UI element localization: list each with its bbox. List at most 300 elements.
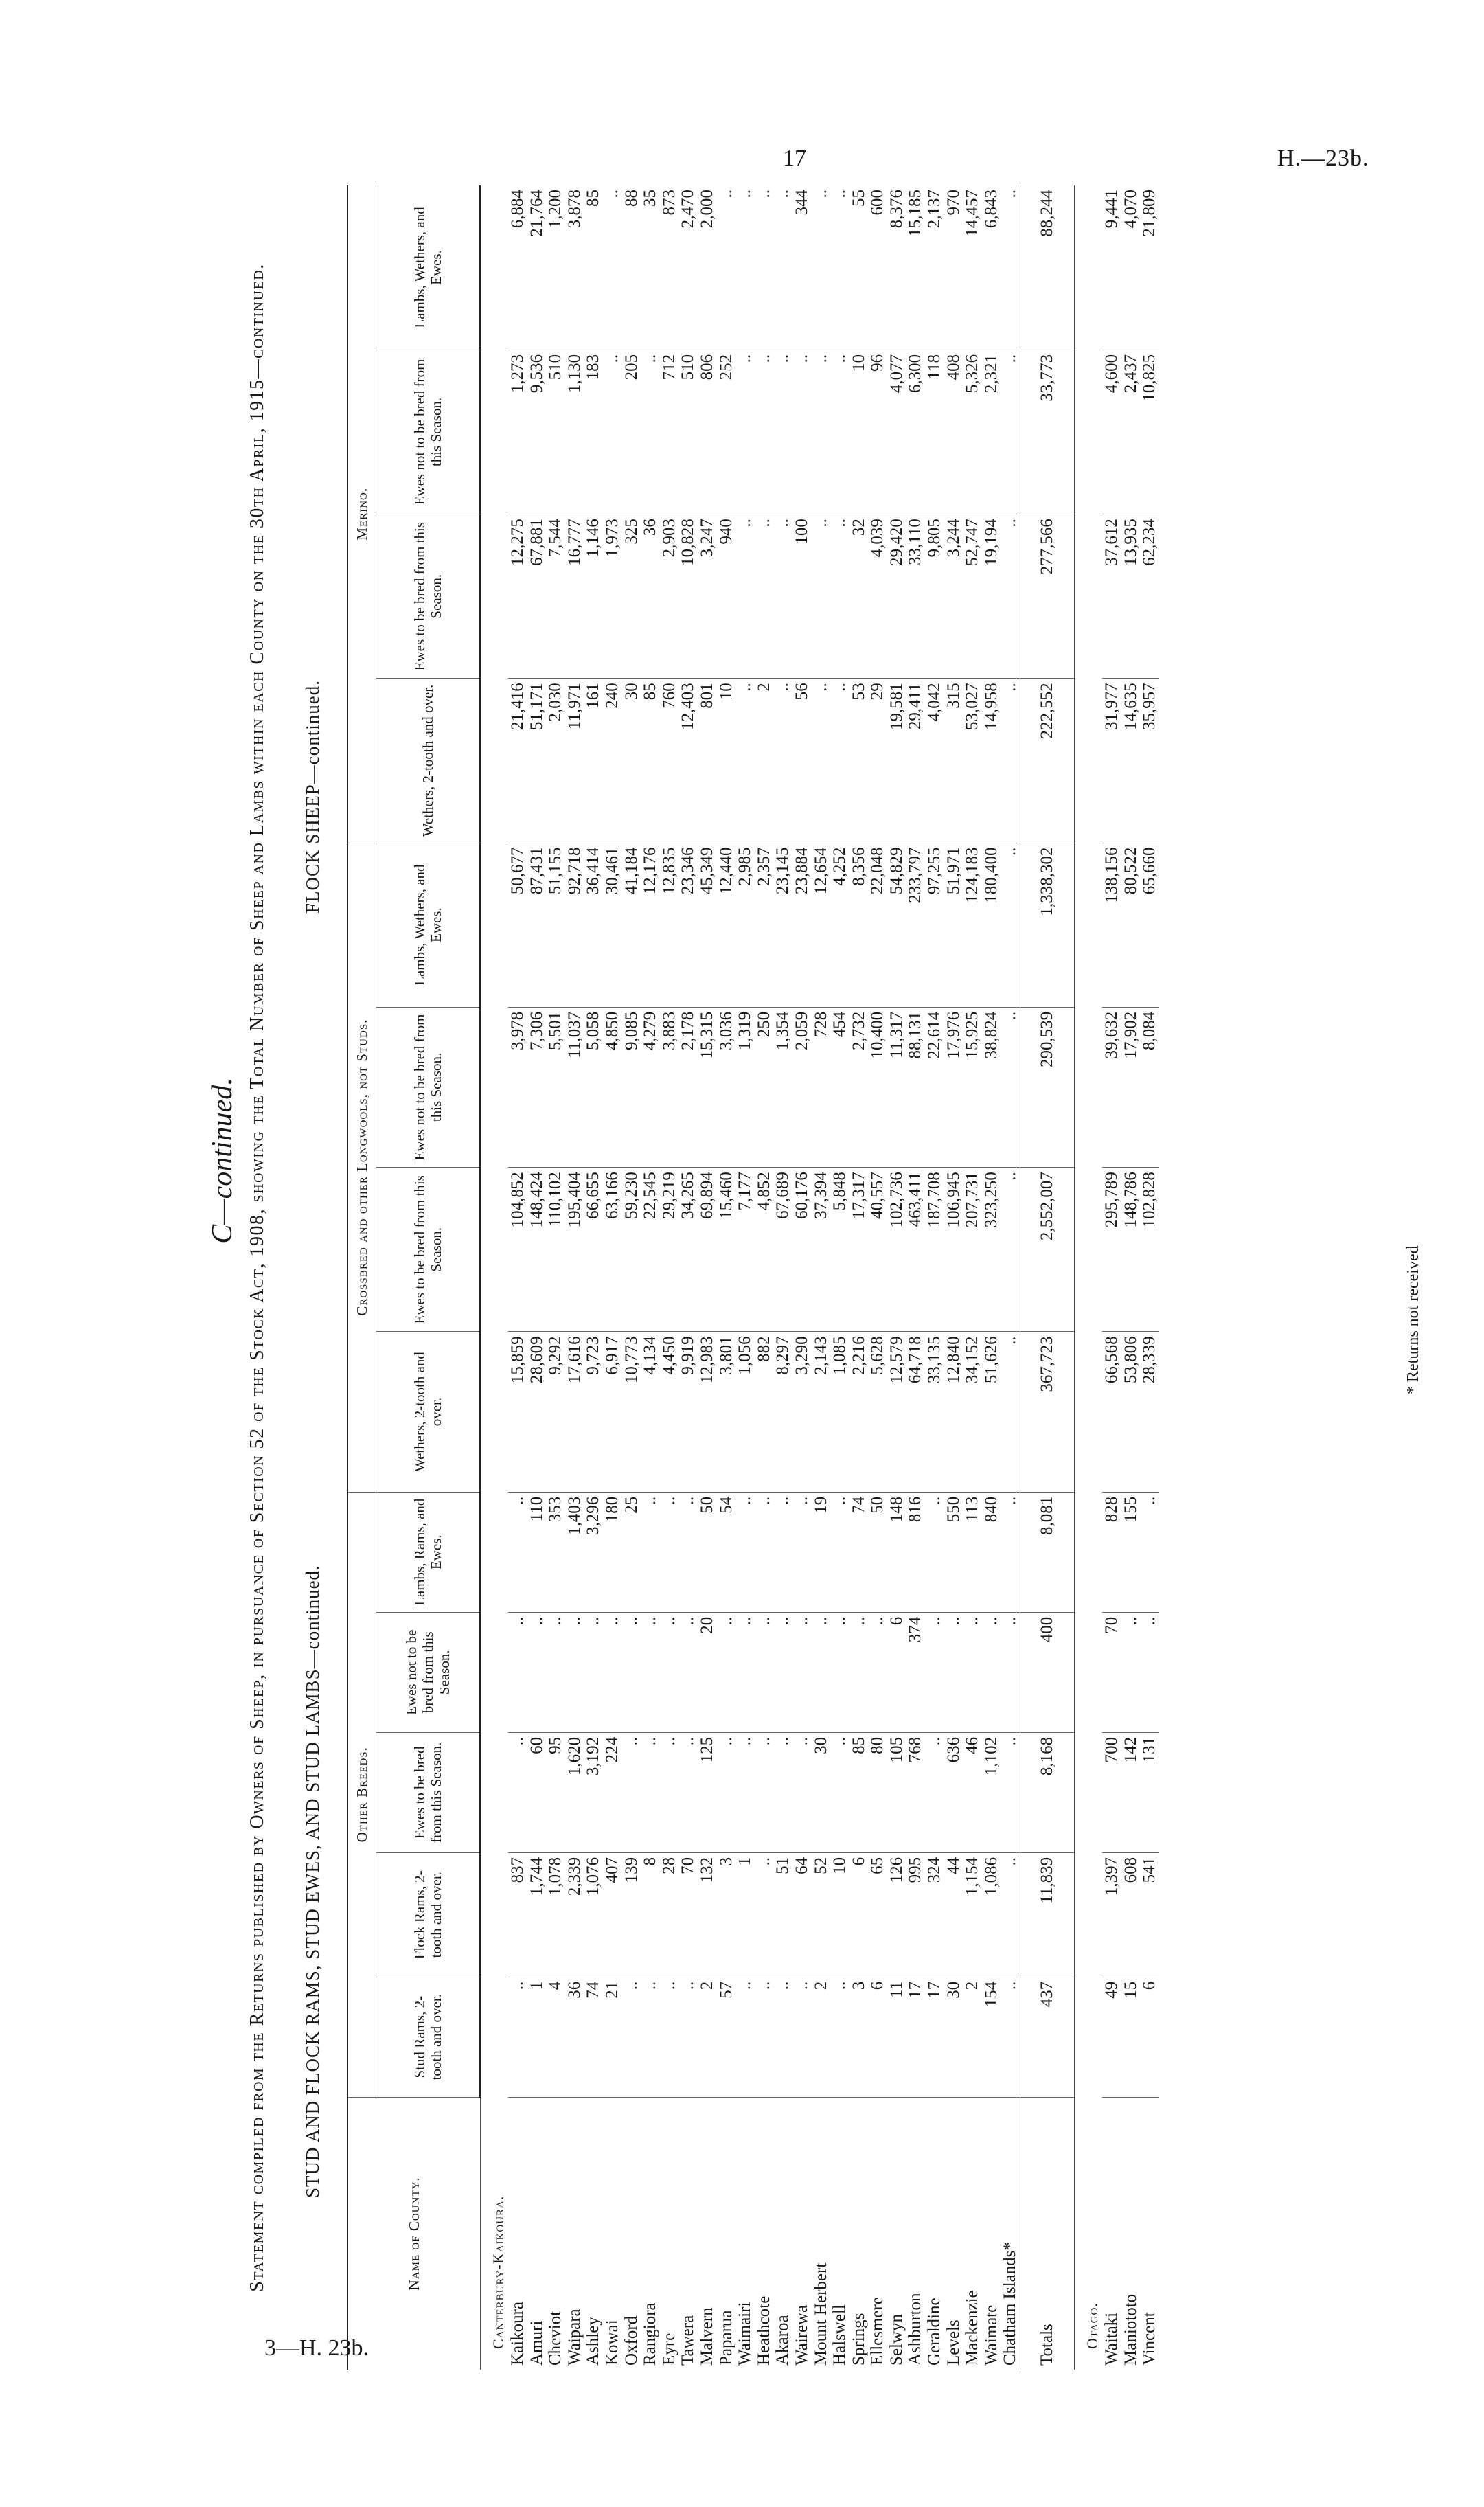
cell-value: 806 xyxy=(698,350,717,514)
cell-value: 4,279 xyxy=(641,1007,660,1167)
cell-value: 17,317 xyxy=(849,1168,869,1332)
cell-value: .. xyxy=(565,1612,584,1732)
cell-value: 16,777 xyxy=(565,514,584,679)
cell-value: .. xyxy=(1001,843,1020,1007)
cell-value: .. xyxy=(812,1612,831,1732)
cell-value: .. xyxy=(678,1612,698,1732)
cell-value: 29,411 xyxy=(906,679,925,843)
cell-value: .. xyxy=(735,1492,755,1612)
totals-row xyxy=(1020,185,1075,2370)
cell-value: 17,902 xyxy=(1121,1007,1141,1167)
cell-value: 39,632 xyxy=(1102,1007,1121,1167)
county-name: Halswell xyxy=(830,2304,849,2366)
cell-value: 44 xyxy=(944,1852,963,1977)
table-row xyxy=(773,185,792,2370)
cell-value: 224 xyxy=(603,1732,622,1852)
cell-value: 10 xyxy=(717,679,736,843)
cell-value: 1,102 xyxy=(982,1732,1001,1852)
cell-value: .. xyxy=(622,1612,641,1732)
table-row xyxy=(906,185,925,2370)
cell-value: .. xyxy=(1001,1732,1020,1852)
cell-value: 12,983 xyxy=(698,1332,717,1492)
cell-value: 2,216 xyxy=(849,1332,869,1492)
county-name: Ashley xyxy=(584,2317,603,2366)
cell-value: 4,850 xyxy=(603,1007,622,1167)
cell-value: 19,194 xyxy=(982,514,1001,679)
column-header: Lambs, Rams, and Ewes. xyxy=(376,1492,481,1612)
cell-value: 85 xyxy=(584,185,603,350)
table-caption: Statement compiled from the Returns published by Owners of Sheep, in pursuance of Section 52 of the Stock Act, 1908, showing the Total Number of Sheep and Lambs within each County on the 30th April, 1915—continued. xyxy=(247,263,268,2292)
cell-value: 2,470 xyxy=(678,185,698,350)
cell-value: 1,056 xyxy=(735,1332,755,1492)
cell-value: 8,376 xyxy=(887,185,906,350)
cell-value: 1,319 xyxy=(735,1007,755,1167)
cell-value: 4,600 xyxy=(1102,350,1121,514)
cell-value: .. xyxy=(508,1612,527,1732)
cell-value: 113 xyxy=(963,1492,982,1612)
county-name: Oxford xyxy=(621,2315,641,2366)
cell-value: .. xyxy=(735,1732,755,1852)
cell-value: 240 xyxy=(603,679,622,843)
cell-value: 2,437 xyxy=(1121,350,1141,514)
cell-value: 407 xyxy=(603,1852,622,1977)
cell-value: 15,925 xyxy=(963,1007,982,1167)
cell-value: 139 xyxy=(622,1852,641,1977)
cell-value: .. xyxy=(660,1612,679,1732)
cell-value: .. xyxy=(717,185,736,350)
cell-value: 1 xyxy=(527,1977,547,2097)
cell-value: 408 xyxy=(944,350,963,514)
cell-value: 29 xyxy=(868,679,887,843)
cell-value: .. xyxy=(773,350,792,514)
cell-value: 2 xyxy=(812,1977,831,2097)
cell-value: 3,290 xyxy=(792,1332,812,1492)
cell-value: .. xyxy=(773,185,792,350)
cell-value: .. xyxy=(603,350,622,514)
cell-value: 187,708 xyxy=(925,1168,944,1332)
cell-value: .. xyxy=(660,1732,679,1852)
cell-value: .. xyxy=(755,1732,774,1852)
cell-value: 12,403 xyxy=(678,679,698,843)
cell-value: 30,461 xyxy=(603,843,622,1007)
column-header: Ewes not to be bred from this Season. xyxy=(376,1007,481,1167)
cell-value: 12,835 xyxy=(660,843,679,1007)
cell-value: 510 xyxy=(546,350,565,514)
table-row xyxy=(735,185,755,2370)
cell-value: .. xyxy=(641,350,660,514)
cell-value: .. xyxy=(1121,1612,1141,1732)
cell-value: 69,894 xyxy=(698,1168,717,1332)
cell-value: 19 xyxy=(812,1492,831,1612)
cell-value: 6 xyxy=(868,1977,887,2097)
table-row xyxy=(812,185,831,2370)
cell-value: .. xyxy=(792,1732,812,1852)
cell-value: .. xyxy=(792,1612,812,1732)
cell-value: 65 xyxy=(868,1852,887,1977)
county-name: Selwyn xyxy=(887,2314,906,2366)
cell-value: .. xyxy=(660,1977,679,2097)
cell-value: 7,306 xyxy=(527,1007,547,1167)
cell-value: .. xyxy=(1001,1332,1020,1492)
cell-value: 324 xyxy=(925,1852,944,1977)
cell-value: .. xyxy=(830,514,849,679)
cell-value: .. xyxy=(830,1492,849,1612)
cell-value: .. xyxy=(812,514,831,679)
cell-value: .. xyxy=(773,1612,792,1732)
cell-value: 80 xyxy=(868,1732,887,1852)
cell-value: 14,958 xyxy=(982,679,1001,843)
cell-value: 17,616 xyxy=(565,1332,584,1492)
cell-value: 62,234 xyxy=(1140,514,1159,679)
cell-value: 100 xyxy=(792,514,812,679)
cell-value: 65,660 xyxy=(1140,843,1159,1007)
cell-value: 88 xyxy=(622,185,641,350)
cell-value: 2,321 xyxy=(982,350,1001,514)
table-row xyxy=(603,185,622,2370)
cell-value: 2,143 xyxy=(812,1332,831,1492)
cell-value: .. xyxy=(603,1612,622,1732)
cell-value: 105 xyxy=(887,1732,906,1852)
cell-value: 2,357 xyxy=(755,843,774,1007)
cell-value: 608 xyxy=(1121,1852,1141,1977)
cell-value: 2,732 xyxy=(849,1007,869,1167)
cell-value: 367,723 xyxy=(1020,1332,1075,1492)
region-heading: Canterbury-Kaikoura. xyxy=(490,2195,507,2349)
footnote: * Returns not received xyxy=(1404,1245,1422,1394)
subtitle-right: FLOCK SHEEP—continued. xyxy=(302,679,323,914)
cell-value: 55 xyxy=(849,185,869,350)
county-name: Waimairi xyxy=(735,2302,755,2366)
county-name: Tawera xyxy=(678,2315,698,2366)
cell-value: 2 xyxy=(755,679,774,843)
cell-value: 22,545 xyxy=(641,1168,660,1332)
cell-value: 728 xyxy=(812,1007,831,1167)
cell-value: 1,620 xyxy=(565,1732,584,1852)
cell-value: 1,076 xyxy=(584,1852,603,1977)
cell-value: .. xyxy=(1001,679,1020,843)
cell-value: 124,183 xyxy=(963,843,982,1007)
cell-value: 51,155 xyxy=(546,843,565,1007)
county-name: Amuri xyxy=(527,2320,546,2366)
cell-value: 1,338,302 xyxy=(1020,843,1075,1007)
cell-value: 15,315 xyxy=(698,1007,717,1167)
cell-value: 550 xyxy=(944,1492,963,1612)
cell-value: 1,354 xyxy=(773,1007,792,1167)
cell-value: 106,945 xyxy=(944,1168,963,1332)
cell-value: 9,536 xyxy=(527,350,547,514)
cell-value: 11,037 xyxy=(565,1007,584,1167)
continued-heading: C—continued. xyxy=(207,1078,238,1244)
cell-value: 36 xyxy=(565,1977,584,2097)
cell-value: 344 xyxy=(792,185,812,350)
county-name: Ellesmere xyxy=(868,2297,887,2366)
cell-value: 1,273 xyxy=(508,350,527,514)
cell-value: 57 xyxy=(717,1977,736,2097)
cell-value: 50,677 xyxy=(508,843,527,1007)
column-header: Ewes not to be bred from this Season. xyxy=(376,1612,481,1732)
cell-value: 138,156 xyxy=(1102,843,1121,1007)
cell-value: 8 xyxy=(641,1852,660,1977)
cell-value: 6 xyxy=(849,1852,869,1977)
rotated-page xyxy=(206,185,1422,2370)
cell-value: .. xyxy=(812,679,831,843)
cell-value: 9,441 xyxy=(1102,185,1121,350)
cell-value: .. xyxy=(1001,1977,1020,2097)
cell-value: 1,130 xyxy=(565,350,584,514)
cell-value: 49 xyxy=(1102,1977,1121,2097)
cell-value: 1,086 xyxy=(982,1852,1001,1977)
column-header: Ewes to be bred from this Season. xyxy=(376,1168,481,1332)
cell-value: 541 xyxy=(1140,1852,1159,1977)
cell-value: 3,192 xyxy=(584,1732,603,1852)
cell-value: 95 xyxy=(546,1732,565,1852)
cell-value: 36 xyxy=(641,514,660,679)
cell-value: 801 xyxy=(698,679,717,843)
cell-value: 97,255 xyxy=(925,843,944,1007)
cell-value: 104,852 xyxy=(508,1168,527,1332)
cell-value: 37,394 xyxy=(812,1168,831,1332)
cell-value: 6,884 xyxy=(508,185,527,350)
cell-value: .. xyxy=(830,1977,849,2097)
cell-value: 1,146 xyxy=(584,514,603,679)
column-header: Lambs, Wethers, and Ewes. xyxy=(376,843,481,1007)
cell-value: 1,200 xyxy=(546,185,565,350)
cell-value: 51,171 xyxy=(527,679,547,843)
table-row xyxy=(963,185,982,2370)
cell-value: 15,460 xyxy=(717,1168,736,1332)
cell-value: .. xyxy=(735,350,755,514)
table-row xyxy=(982,185,1001,2370)
table-row xyxy=(584,185,603,2370)
cell-value: 102,736 xyxy=(887,1168,906,1332)
cell-value: 400 xyxy=(1020,1612,1075,1732)
cell-value: 110 xyxy=(527,1492,547,1612)
region-heading: Otago. xyxy=(1084,2302,1101,2349)
cell-value: .. xyxy=(1001,1852,1020,1977)
cell-value: 23,346 xyxy=(678,843,698,1007)
cell-value: 23,884 xyxy=(792,843,812,1007)
cell-value: .. xyxy=(735,185,755,350)
cell-value: .. xyxy=(868,1612,887,1732)
cell-value: 28,609 xyxy=(527,1332,547,1492)
cell-value: 9,805 xyxy=(925,514,944,679)
cell-value: 6,300 xyxy=(906,350,925,514)
cell-value: 7,544 xyxy=(546,514,565,679)
subtitle-left: STUD AND FLOCK RAMS, STUD EWES, AND STUD LAMBS—continued. xyxy=(302,1565,323,2198)
cell-value: 816 xyxy=(906,1492,925,1612)
cell-value: 132 xyxy=(698,1852,717,1977)
cell-value: 54,829 xyxy=(887,843,906,1007)
cell-value: .. xyxy=(735,1612,755,1732)
cell-value: 5,848 xyxy=(830,1168,849,1332)
cell-value: 2,552,007 xyxy=(1020,1168,1075,1332)
cell-value: 29,219 xyxy=(660,1168,679,1332)
cell-value: 6,843 xyxy=(982,185,1001,350)
county-name: Ashburton xyxy=(906,2293,925,2366)
cell-value: .. xyxy=(944,1612,963,1732)
cell-value: 17 xyxy=(925,1977,944,2097)
cell-value: 110,102 xyxy=(546,1168,565,1332)
cell-value: 36,414 xyxy=(584,843,603,1007)
cell-value: 882 xyxy=(755,1332,774,1492)
cell-value: 12,176 xyxy=(641,843,660,1007)
cell-value: 3 xyxy=(717,1852,736,1977)
cell-value: 2,903 xyxy=(660,514,679,679)
county-name: Cheviot xyxy=(546,2311,565,2366)
county-name: Akaroa xyxy=(773,2315,792,2366)
cell-value: .. xyxy=(622,1732,641,1852)
cell-value: 148 xyxy=(887,1492,906,1612)
cell-value: .. xyxy=(755,1852,774,1977)
cell-value: 940 xyxy=(717,514,736,679)
cell-value: .. xyxy=(735,1977,755,2097)
cell-value: 2,059 xyxy=(792,1007,812,1167)
county-name: Rangiora xyxy=(641,2302,660,2366)
county-name: Springs xyxy=(849,2313,868,2366)
county-name: Heathcote xyxy=(754,2295,773,2366)
cell-value: 5,326 xyxy=(963,350,982,514)
cell-value: .. xyxy=(508,1977,527,2097)
cell-value: 250 xyxy=(755,1007,774,1167)
cell-value: 7,177 xyxy=(735,1168,755,1332)
table-row xyxy=(660,185,679,2370)
cell-value: 222,552 xyxy=(1020,679,1075,843)
cell-value: 33,135 xyxy=(925,1332,944,1492)
county-name: Waipara xyxy=(564,2309,584,2366)
cell-value: 2,339 xyxy=(565,1852,584,1977)
cell-value: .. xyxy=(1001,1168,1020,1332)
cell-value: 80,522 xyxy=(1121,843,1141,1007)
county-name: Vincent xyxy=(1140,2312,1159,2366)
cell-value: 11 xyxy=(887,1977,906,2097)
cell-value: 154 xyxy=(982,1977,1001,2097)
cell-value: .. xyxy=(546,1612,565,1732)
cell-value: .. xyxy=(1140,1492,1159,1612)
cell-value: 33,773 xyxy=(1020,350,1075,514)
cell-value: .. xyxy=(755,350,774,514)
cell-value: 70 xyxy=(1102,1612,1121,1732)
cell-value: 10 xyxy=(830,1852,849,1977)
cell-value: .. xyxy=(755,1492,774,1612)
group-header-crossbred: Crossbred and other Longwools, not Studs. xyxy=(347,843,376,1492)
column-header: Flock Rams, 2-tooth and over. xyxy=(376,1852,481,1977)
cell-value: .. xyxy=(812,185,831,350)
cell-value: .. xyxy=(925,1612,944,1732)
cell-value: 277,566 xyxy=(1020,514,1075,679)
cell-value: 63,166 xyxy=(603,1168,622,1332)
cell-value: 52 xyxy=(812,1852,831,1977)
cell-value: 9,085 xyxy=(622,1007,641,1167)
table-row xyxy=(527,185,547,2370)
footer-reference: 3—H. 23b. xyxy=(264,2335,369,2361)
cell-value: 8,297 xyxy=(773,1332,792,1492)
cell-value: 67,689 xyxy=(773,1168,792,1332)
cell-value: 88,131 xyxy=(906,1007,925,1167)
cell-value: 995 xyxy=(906,1852,925,1977)
cell-value: 32 xyxy=(849,514,869,679)
cell-value: .. xyxy=(849,1612,869,1732)
table-row xyxy=(565,185,584,2370)
cell-value: 6 xyxy=(1140,1977,1159,2097)
cell-value: 760 xyxy=(660,679,679,843)
cell-value: 8,081 xyxy=(1020,1492,1075,1612)
cell-value: 8,356 xyxy=(849,843,869,1007)
cell-value: 35,957 xyxy=(1140,679,1159,843)
cell-value: 195,404 xyxy=(565,1168,584,1332)
county-name: Totals xyxy=(1020,2097,1075,2370)
cell-value: .. xyxy=(773,1977,792,2097)
cell-value: 970 xyxy=(944,185,963,350)
cell-value: .. xyxy=(527,1612,547,1732)
cell-value: 14,635 xyxy=(1121,679,1141,843)
cell-value: 510 xyxy=(678,350,698,514)
cell-value: 1,078 xyxy=(546,1852,565,1977)
cell-value: 1,154 xyxy=(963,1852,982,1977)
cell-value: 768 xyxy=(906,1732,925,1852)
cell-value: 88,244 xyxy=(1020,185,1075,350)
cell-value: 3,247 xyxy=(698,514,717,679)
cell-value: .. xyxy=(792,350,812,514)
county-header: Name of County. xyxy=(347,2097,480,2370)
cell-value: 12,275 xyxy=(508,514,527,679)
table-row xyxy=(622,185,641,2370)
cell-value: 353 xyxy=(546,1492,565,1612)
cell-value: 1 xyxy=(735,1852,755,1977)
cell-value: 102,828 xyxy=(1140,1168,1159,1332)
cell-value: 2,137 xyxy=(925,185,944,350)
cell-value: 51 xyxy=(773,1852,792,1977)
cell-value: 30 xyxy=(812,1732,831,1852)
cell-value: .. xyxy=(508,1492,527,1612)
cell-value: 37,612 xyxy=(1102,514,1121,679)
cell-value: 8,168 xyxy=(1020,1732,1075,1852)
page-number: 17 xyxy=(783,146,806,171)
cell-value: 840 xyxy=(982,1492,1001,1612)
cell-value: .. xyxy=(717,1612,736,1732)
cell-value: 233,797 xyxy=(906,843,925,1007)
cell-value: 4,252 xyxy=(830,843,849,1007)
cell-value: 12,840 xyxy=(944,1332,963,1492)
cell-value: 3,978 xyxy=(508,1007,527,1167)
cell-value: 85 xyxy=(849,1732,869,1852)
cell-value: 118 xyxy=(925,350,944,514)
cell-value: 3,878 xyxy=(565,185,584,350)
cell-value: 30 xyxy=(622,679,641,843)
document-reference: H.—23b. xyxy=(1277,146,1369,171)
cell-value: 155 xyxy=(1121,1492,1141,1612)
cell-value: 1,397 xyxy=(1102,1852,1121,1977)
cell-value: 5,501 xyxy=(546,1007,565,1167)
cell-value: 837 xyxy=(508,1852,527,1977)
cell-value: 3 xyxy=(849,1977,869,2097)
cell-value: 4 xyxy=(546,1977,565,2097)
cell-value: .. xyxy=(1140,1612,1159,1732)
cell-value: 1,403 xyxy=(565,1492,584,1612)
cell-value: 23,145 xyxy=(773,843,792,1007)
cell-value: .. xyxy=(1001,514,1020,679)
cell-value: 53,027 xyxy=(963,679,982,843)
table-row xyxy=(887,185,906,2370)
cell-value: 21,809 xyxy=(1140,185,1159,350)
cell-value: 148,424 xyxy=(527,1168,547,1332)
county-name: Mount Herbert xyxy=(811,2262,830,2366)
cell-value: 5,058 xyxy=(584,1007,603,1167)
cell-value: 30 xyxy=(944,1977,963,2097)
cell-value: 126 xyxy=(887,1852,906,1977)
cell-value: .. xyxy=(830,350,849,514)
cell-value: 463,411 xyxy=(906,1168,925,1332)
cell-value: 161 xyxy=(584,679,603,843)
